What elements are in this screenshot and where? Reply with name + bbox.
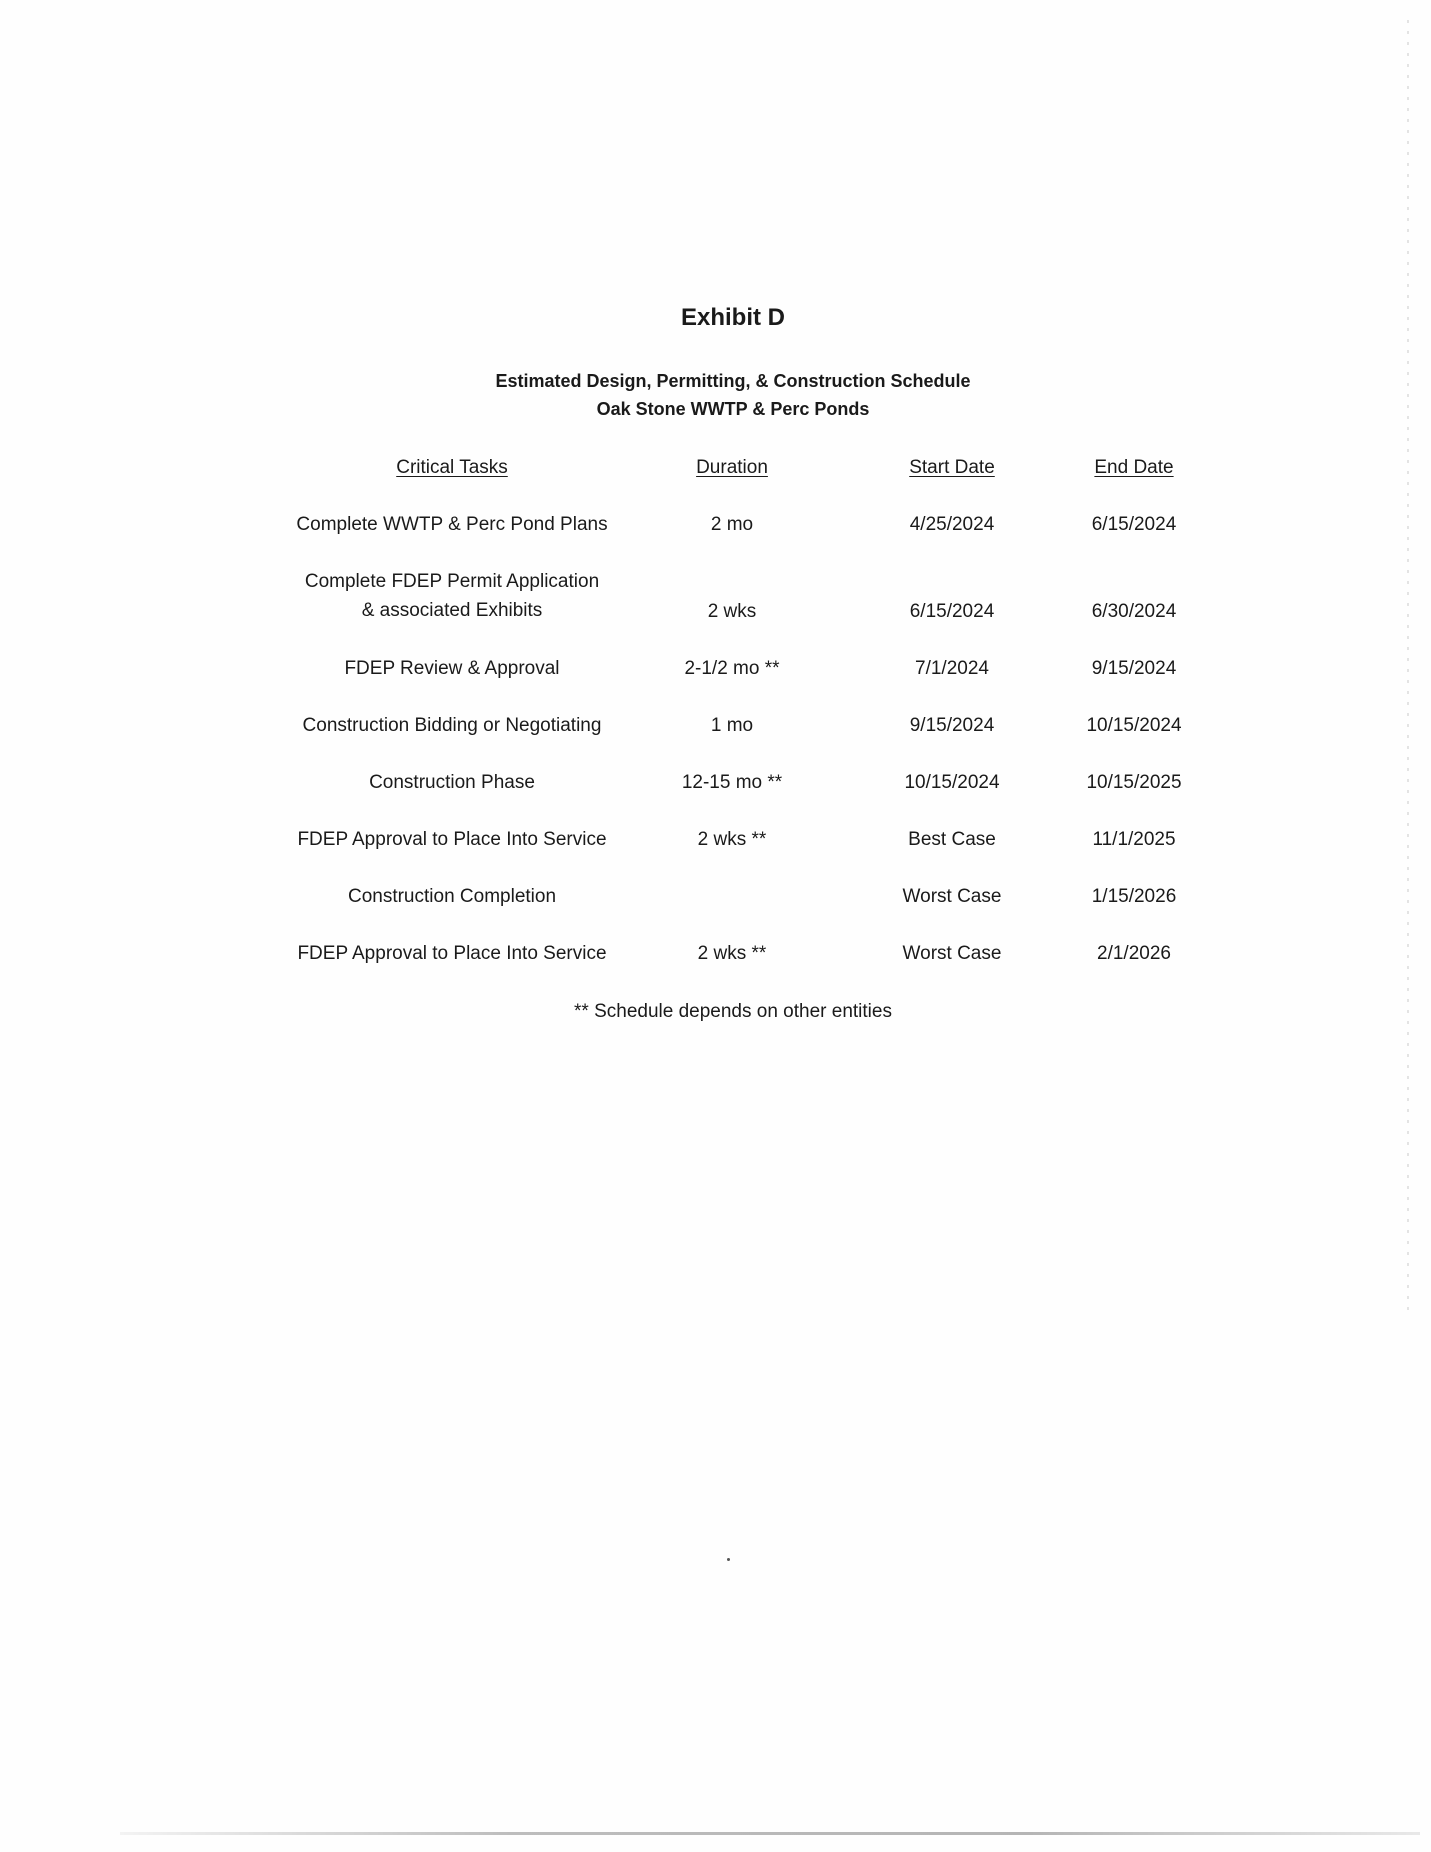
- table-row-end: 6/15/2024: [1091, 514, 1177, 535]
- table-row-start: 9/15/2024: [909, 715, 995, 736]
- table-row-start: 6/15/2024: [909, 601, 995, 622]
- table-row-task: Complete WWTP & Perc Pond Plans: [296, 514, 608, 535]
- table-row-end: 1/15/2026: [1091, 886, 1177, 907]
- table-row-task: Construction Bidding or Negotiating: [302, 715, 602, 736]
- header-duration: Duration: [696, 457, 768, 478]
- table-row-duration: 1 mo: [710, 715, 754, 736]
- table-row-duration: 12-15 mo **: [681, 772, 783, 793]
- document-subtitle-line2: Oak Stone WWTP & Perc Ponds: [596, 399, 870, 419]
- header-critical-tasks: Critical Tasks: [396, 457, 508, 478]
- table-row-task: FDEP Review & Approval: [344, 658, 560, 679]
- table-row-end: 6/30/2024: [1091, 601, 1177, 622]
- table-row-task: Complete FDEP Permit Application: [304, 571, 600, 592]
- table-row-task-line2: & associated Exhibits: [361, 600, 543, 621]
- table-row-task: Construction Completion: [347, 886, 557, 907]
- header-start-date: Start Date: [909, 457, 995, 478]
- table-row-end: 9/15/2024: [1091, 658, 1177, 679]
- table-row-start: 10/15/2024: [904, 772, 1000, 793]
- table-row-start: 7/1/2024: [915, 658, 989, 679]
- table-row-end: 11/1/2025: [1092, 829, 1176, 850]
- table-row-duration: 2-1/2 mo **: [684, 658, 780, 679]
- schedule-footnote: ** Schedule depends on other entities: [574, 1001, 892, 1022]
- table-row-end: 10/15/2024: [1086, 715, 1182, 736]
- table-row-start: Worst Case: [902, 886, 1002, 907]
- document-subtitle-line1: Estimated Design, Permitting, & Construction Schedule: [495, 371, 971, 391]
- table-row-duration: 2 mo: [710, 514, 754, 535]
- header-end-date: End Date: [1094, 457, 1174, 478]
- scan-edge-artifact: [1407, 20, 1409, 1310]
- table-row-task: FDEP Approval to Place Into Service: [297, 829, 607, 850]
- table-row-duration: 2 wks **: [697, 943, 767, 964]
- table-row-end: 2/1/2026: [1097, 943, 1171, 964]
- table-row-duration: 2 wks **: [697, 829, 767, 850]
- table-row-duration: 2 wks: [707, 601, 757, 622]
- scan-speck: [727, 1558, 730, 1561]
- table-row-end: 10/15/2025: [1086, 772, 1182, 793]
- table-row-task: Construction Phase: [369, 772, 535, 793]
- scan-bottom-artifact: [120, 1832, 1420, 1835]
- table-row-task: FDEP Approval to Place Into Service: [297, 943, 607, 964]
- document-title: Exhibit D: [680, 304, 785, 331]
- table-row-start: 4/25/2024: [909, 514, 995, 535]
- table-row-start: Worst Case: [902, 943, 1002, 964]
- table-row-start: Best Case: [908, 829, 996, 850]
